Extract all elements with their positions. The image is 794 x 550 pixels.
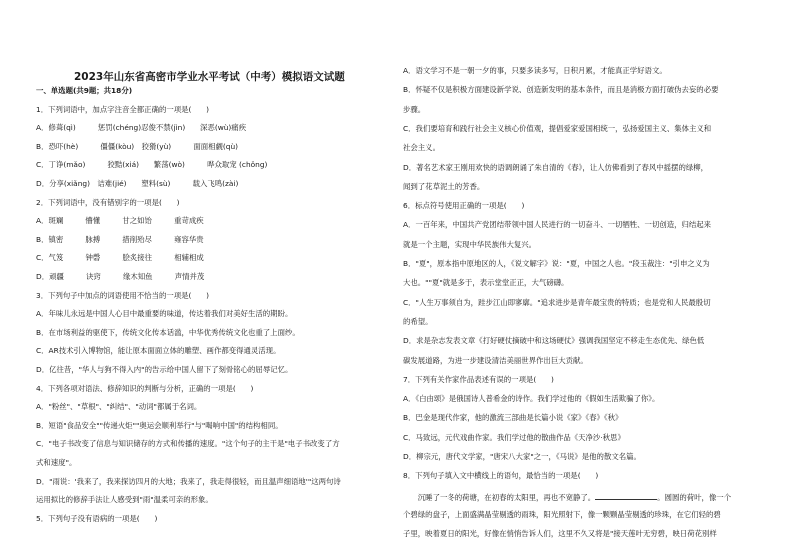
right-line: 就是一个主题，实现中华民族伟大复兴。 xyxy=(403,239,537,249)
right-line: A．《白由颂》是俄国诗人普希金的诗作。我们学过他的《假如生活欺骗了你》。 xyxy=(403,394,660,404)
left-line: C．气笈 钟磬 脍炙接往 相辅相成 xyxy=(36,253,204,263)
exam-title: 2023年山东省高密市学业水平考试（中考）模拟语文试题 xyxy=(74,71,345,83)
right-line: 大也。""夏"就是多于，表示堂堂正正，大气磅礴。 xyxy=(403,278,569,288)
left-line: A．修葺(qì) 惩罚(chéng)忍俊不禁(jìn) 深恶(wù)痛疾 xyxy=(36,123,247,133)
left-line: D．亿往昔，"华人与狗不得入内"的告示给中国人留下了刻骨铭心的屈辱记忆。 xyxy=(36,365,293,374)
left-line: 4．下列各项对语法、修辞知识的判断与分析，正确的一项是( ) xyxy=(36,383,254,393)
right-line: 7．下列有关作家作品表述有误的一项是( ) xyxy=(403,374,554,384)
left-line: B．镇密 脉搏 措削殆尽 雍容华贵 xyxy=(36,234,204,244)
left-line: C．AR技术引入博物馆，能让原本面面立体的雕塑、画作都变得通灵活现。 xyxy=(36,346,281,356)
right-line: 个碧绿的盘子，上面盛满晶莹剔透的雨珠，阳光照射下，像一颗颗晶莹剔透的珍珠，在它们轻的碧 xyxy=(403,509,721,519)
left-line: 运用拟比的修辞手法让人感受到"雨"温柔可亲的形象。 xyxy=(36,495,213,505)
left-line: D．"雨说：'我来了，我来探访四月的大地；我来了，我走得很轻，而且温声细语地'"这两句诗 xyxy=(36,476,341,486)
left-line: 式和速度"。 xyxy=(36,458,77,467)
right-line: 沉睡了一冬的荷塘，在初春的太阳里，再也不宽静了。 。圆圆的荷叶，像一个 xyxy=(403,492,732,502)
right-line: 碳发展道路，为进一步建设清洁美丽世界作出巨大贡献。 xyxy=(403,355,588,365)
left-line: 5．下列句子没有语病的一项是( ) xyxy=(36,513,158,523)
left-line: A．年味儿永远是中国人心目中最重要的味道，传达着我们对美好生活的期盼。 xyxy=(36,309,293,319)
right-line: B．"夏"，原本指中原地区的人，《说文解字》说："夏，中国之人也。"段玉裁注："引申之义为 xyxy=(403,259,710,268)
left-line: A．斑斓 懵懂 甘之如饴 重苛成疾 xyxy=(36,216,204,226)
left-line: B．短语"食品安全""传递火炬""奥运会顺利举行"与"喝响中国"的结构相同。 xyxy=(36,420,283,430)
right-line: A．一百年来，中国共产党团结带领中国人民进行的一切奋斗、一切牺牲、一切创造，归结起来 xyxy=(403,220,712,230)
right-line: 闻到了花草泥土的芳香。 xyxy=(403,181,485,191)
left-line: A．"粉丝"、"草根"、"纠结"、"动词"都属于名词。 xyxy=(36,402,202,412)
right-line: 社会主义。 xyxy=(403,143,440,153)
left-line: D．顽疆 诀窍 缘木知鱼 声情并茂 xyxy=(36,272,205,281)
left-line: 2．下列词语中，没有错别字的一项是( ) xyxy=(36,197,180,207)
right-line: 8．下列句子填入文中横线上的语句，最恰当的一项是( ) xyxy=(403,471,599,481)
right-line: 子里，映着夏日的阳光，好像在悄悄告诉人们，这里不久又将是"接天莲叶无穷碧，映日荷花别样 xyxy=(403,529,717,539)
right-line: D．求是杂志发表文章《打好硬仗摘破中和这场硬仗》强调我国坚定不移走生态优先、绿色低 xyxy=(403,336,705,346)
left-line: 1．下列词语中，加点字注音全都正确的一项是( ) xyxy=(36,104,210,114)
right-line: C．我们要培育和践行社会主义核心价值观，提倡爱家爱国相统一，弘扬爱国主义、集体主义和 xyxy=(403,123,712,133)
left-line: C．丁诤(mǎo) 狡黠(xiá) 繁荡(wò) 哗众取宠 (chǒng) xyxy=(36,160,268,170)
right-line: 的希望。 xyxy=(403,316,433,326)
right-line: C．"人生万事须自为，跬步江山即寥廓。"追求进步是青年最宝贵的特质；也是党和人民最殷切 xyxy=(403,297,711,307)
right-line: B．怀疑不仅是积极方面建设新学说、创造新发明的基本条件，而且是消极方面打破伪去妄的必要 xyxy=(403,85,719,95)
right-line: C．马致远，元代戏曲作家。我们学过他的散曲作品《天净沙·秋思》 xyxy=(403,432,625,442)
left-line: B．恐吓(hè) 僵僵(kòu) 狡猾(yù) 面面相觑(qù) xyxy=(36,141,239,151)
fill-in-blank xyxy=(595,491,657,500)
left-line: 一、单选题(共9题；共18分) xyxy=(36,86,133,95)
right-line: 6．标点符号使用正确的一项是( ) xyxy=(403,201,525,211)
right-line: A．语文学习不是一朝一夕的事，只要多读多写，日积月累，才能真正学好语文。 xyxy=(403,66,667,75)
left-line: B．在市场利益的驱使下，传统文化传本话滥，中华优秀传统文化也重了上面纱。 xyxy=(36,327,300,337)
right-line: D．柳宗元，唐代文学家，"唐宋八大家"之一，《马说》是他的散文名篇。 xyxy=(403,452,641,461)
right-line: D．著名艺术家王刚用欢快的语调朗诵了朱自清的《春》，让人仿佛看到了春风中摇摆的绿柳， xyxy=(403,162,709,172)
right-line: B．巴金是现代作家，他的激流三部曲是长篇小说《家》《春》《秋》 xyxy=(403,413,623,423)
right-line: 步骤。 xyxy=(403,104,426,114)
left-line: D．分享(xiǎng) 诘难(jié) 塑料(sù) 载入飞鸣(zài) xyxy=(36,179,239,188)
left-line: 3．下列句子中加点的词语使用不恰当的一项是( ) xyxy=(36,290,210,300)
left-line: C．"电子书改变了信息与知识储存的方式和传播的速度。"这个句子的主干是"电子书改变了方 xyxy=(36,439,340,449)
